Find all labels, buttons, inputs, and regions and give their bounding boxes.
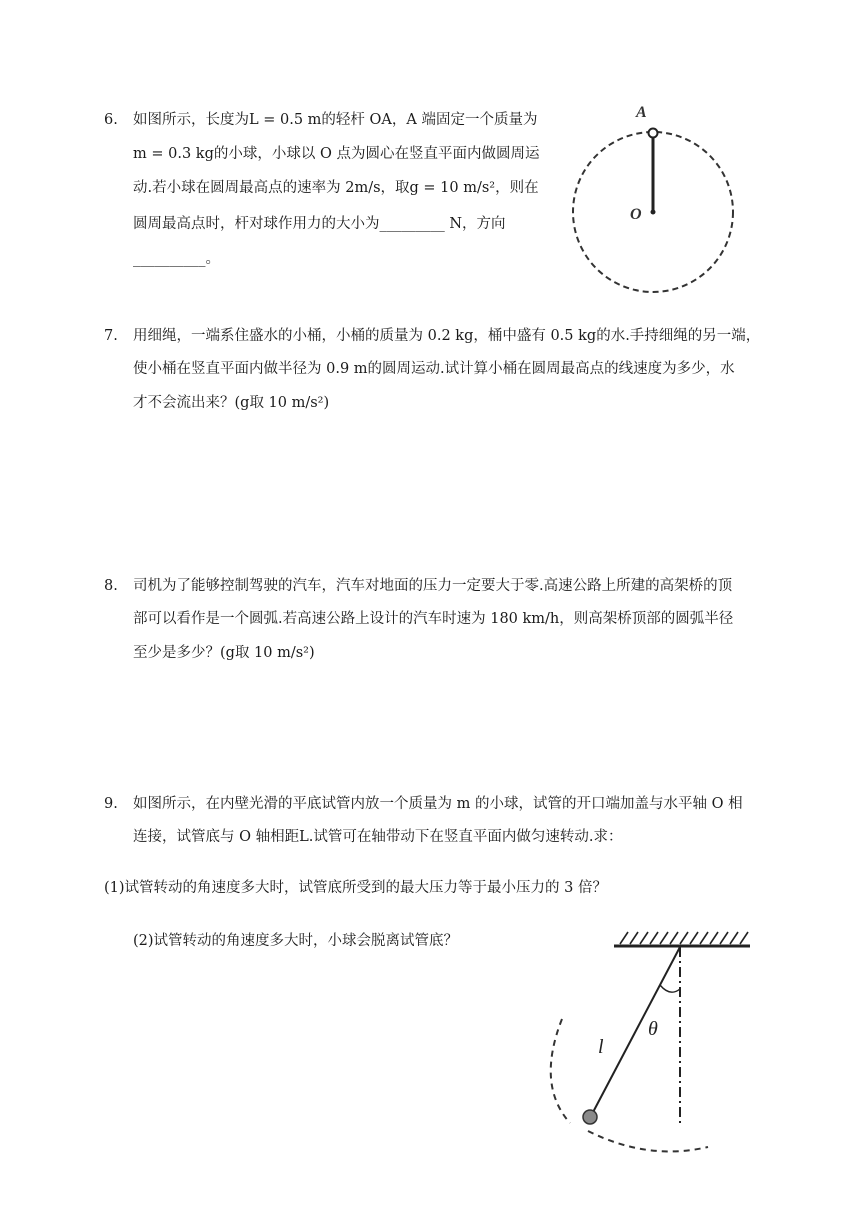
question-line: 连接，试管底与 O 轴相距L.试管可在轴带动下在竖直平面内做匀速转动.求： — [133, 829, 623, 845]
sub-question-2: (2)试管转动的角速度多大时，小球会脱离试管底？ — [133, 933, 459, 949]
ball-a — [649, 129, 658, 138]
question-line: 部可以看作是一个圆弧.若高速公路上设计的汽车时速为 180 km/h，则高架桥顶部的圆弧半径 — [133, 611, 734, 627]
label-l: l — [598, 1036, 604, 1058]
question-line: 司机为了能够控制驾驶的汽车，汽车对地面的压力一定要大于零.高速公路上所建的高架桥的顶 — [133, 578, 733, 594]
question-line: m = 0.3 kg的小球，小球以 O 点为圆心在竖直平面内做圆周运 — [133, 146, 540, 162]
pendulum-bob — [583, 1110, 597, 1124]
question-line: 如图所示，在内壁光滑的平底试管内放一个质量为 m 的小球，试管的开口端加盖与水平轴 O 相 — [133, 796, 743, 812]
question-line: 如图所示，长度为L = 0.5 m的轻杆 OA，A 端固定一个质量为 — [133, 112, 538, 128]
question-line: 使小桶在竖直平面内做半径为 0.9 m的圆周运动.试计算小桶在圆周最高点的线速度为多少，水 — [133, 361, 735, 377]
question-line: 用细绳，一端系住盛水的小桶，小桶的质量为 0.2 kg，桶中盛有 0.5 kg的水.手持细绳的另一端， — [133, 328, 761, 344]
label-a: A — [636, 104, 647, 121]
dashed-arc-path — [551, 1019, 570, 1123]
dashed-arc-bottom — [588, 1131, 708, 1151]
question-line: 动.若小球在圆周最高点的速率为 2m/s，取g = 10 m/s²，则在 — [133, 180, 539, 196]
ceiling-hatch — [620, 932, 748, 944]
question-number: 6. — [104, 112, 118, 128]
string — [591, 947, 680, 1116]
label-o: O — [630, 206, 642, 223]
sub-question-1: (1)试管转动的角速度多大时，试管底所受到的最大压力等于最小压力的 3 倍？ — [104, 880, 607, 896]
label-theta: θ — [648, 1018, 658, 1040]
question-number: 9. — [104, 796, 118, 812]
pendulum-figure — [548, 925, 758, 1155]
circular-motion-figure — [560, 95, 750, 305]
question-line: __________。 — [133, 251, 220, 267]
question-line: 至少是多少？(g取 10 m/s²) — [133, 645, 315, 661]
question-number: 7. — [104, 328, 118, 344]
angle-arc — [660, 985, 680, 992]
question-line: 才不会流出来？(g取 10 m/s²) — [133, 395, 330, 411]
pivot-o — [651, 210, 656, 215]
question-number: 8. — [104, 578, 118, 594]
question-line: 圆周最高点时，杆对球作用力的大小为_________ N，方向 — [133, 216, 506, 232]
